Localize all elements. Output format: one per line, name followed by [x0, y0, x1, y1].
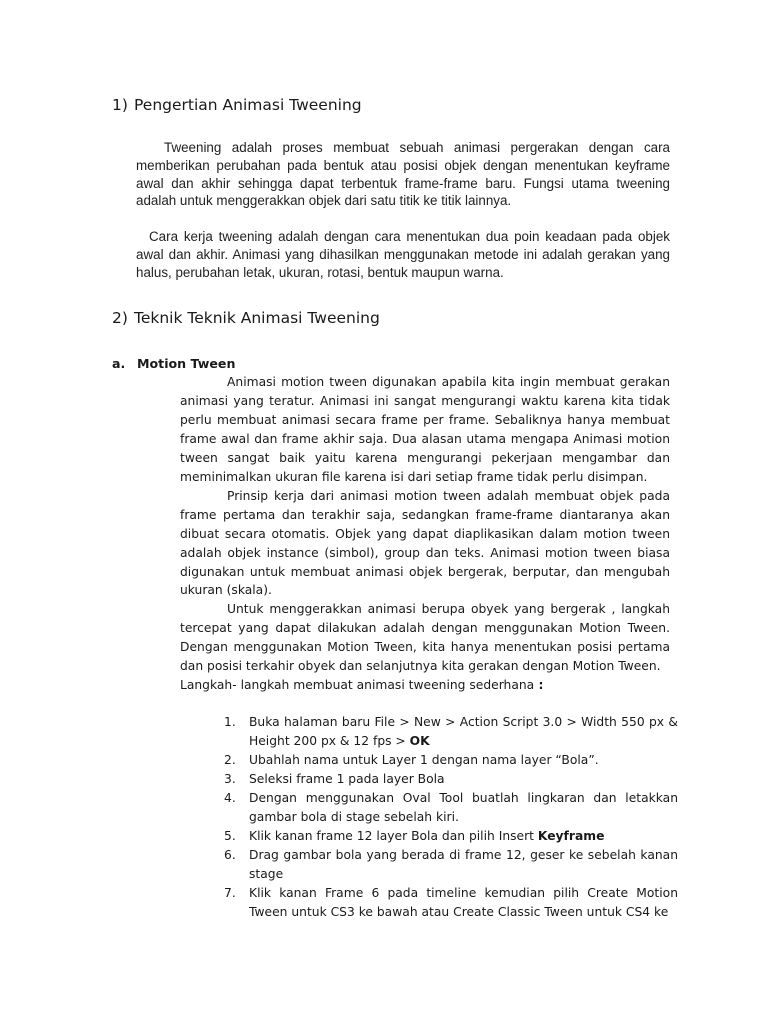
steps-list	[224, 713, 678, 921]
section-1-number: 1)	[112, 96, 128, 114]
step-text	[249, 751, 678, 770]
list-item	[224, 713, 678, 751]
step-text	[249, 827, 678, 846]
list-item	[224, 751, 678, 770]
subsection-a-letter: a.	[112, 356, 126, 371]
section-1-paragraph-1: Tweening adalah proses membuat sebuah animasi pergerakan dengan cara memberikan perubahan pada bentuk atau posisi objek dengan menentukan keyframe awal dan akhir sehingga dapat terbentuk frame-frame baru. Fungsi utama tweening adalah untuk menggerakkan objek dari satu titik ke titik lainnya.	[136, 140, 670, 209]
step-text-bold: OK	[409, 733, 430, 748]
step-text-plain: Seleksi frame 1 pada layer Bola	[249, 771, 445, 786]
section-2-number: 2)	[112, 309, 128, 327]
motion-tween-paragraph-3: Untuk menggerakkan animasi berupa obyek yang bergerak , langkah tercepat yang dapat dilakukan adalah dengan menggunakan Motion Tween. Dengan menggunakan Motion Tween, kita hanya menentukan posisi pertama dan posisi terkahir obyek dan selanjutnya kita gerakan dengan Motion Tween.	[180, 602, 670, 674]
step-text-plain: Buka halaman baru File > New > Action Script 3.0 > Width 550 px & Height 200 px & 12 fps >	[249, 715, 678, 748]
step-text	[249, 789, 678, 827]
section-2-heading	[112, 308, 380, 328]
step-text-plain: Klik kanan frame 12 layer Bola dan pilih Insert	[249, 828, 538, 843]
step-text-plain: Drag gambar bola yang berada di frame 12, geser ke sebelah kanan stage	[249, 847, 678, 881]
step-number: 2.	[224, 752, 236, 767]
subsection-a-title: Motion Tween	[137, 356, 236, 371]
step-text	[249, 884, 678, 922]
section-1-heading	[112, 95, 362, 115]
step-number: 5.	[224, 828, 236, 843]
subsection-a-heading	[112, 355, 235, 373]
steps-lead-text: Langkah- langkah membuat animasi tweening sederhana	[180, 678, 535, 693]
step-number: 3.	[224, 771, 236, 786]
step-number: 6.	[224, 847, 236, 862]
list-item	[224, 827, 678, 846]
section-1-paragraph-2: Cara kerja tweening adalah dengan cara menentukan dua poin keadaan pada objek awal dan akhir. Animasi yang dihasilkan menggunakan metode ini adalah gerakan yang halus, perubahan letak, ukuran, rotasi, bentuk maupun warna.	[136, 229, 670, 280]
steps-lead	[180, 676, 670, 695]
motion-tween-paragraph-1: Animasi motion tween digunakan apabila kita ingin membuat gerakan animasi yang teratur. Animasi ini sangat mengurangi waktu karena kita tidak perlu membuat animasi secara frame per frame. Sebaliknya hanya membuat frame awal dan frame akhir saja. Dua alasan utama mengapa Animasi motion tween sangat baik yaitu karena mengurangi pekerjaan mengambar dan meminimalkan ukuran file karena isi dari setiap frame tidak perlu disimpan.	[180, 375, 670, 484]
list-item	[224, 770, 678, 789]
step-text	[249, 770, 678, 789]
step-text	[249, 713, 678, 751]
step-number: 4.	[224, 790, 236, 805]
list-item	[224, 884, 678, 922]
step-text-bold: Keyframe	[537, 828, 605, 843]
list-item	[224, 789, 678, 827]
step-text	[249, 846, 678, 884]
step-text-plain: Dengan menggunakan Oval Tool buatlah lingkaran dan letakkan gambar bola di stage sebelah kiri.	[249, 790, 678, 824]
section-2-title: Teknik Teknik Animasi Tweening	[134, 309, 380, 327]
steps-lead-colon: :	[534, 678, 544, 693]
section-1-title: Pengertian Animasi Tweening	[134, 96, 362, 114]
motion-tween-paragraph-2: Prinsip kerja dari animasi motion tween adalah membuat objek pada frame pertama dan terakhir saja, sedangkan frame-frame diantaranya akan dibuat secara otomatis. Objek yang dapat diaplikasikan dalam motion tween adalah objek instance (simbol), group dan teks. Animasi motion tween biasa digunakan untuk membuat animasi objek bergerak, berputar, dan mengubah ukuran (skala).	[180, 488, 670, 598]
step-text-plain: Klik kanan Frame 6 pada timeline kemudian pilih Create Motion Tween untuk CS3 ke bawah atau Create Classic Tween untuk CS4 ke	[249, 885, 678, 919]
step-text-plain: Ubahlah nama untuk Layer 1 dengan nama layer “Bola”.	[249, 752, 599, 767]
list-item	[224, 846, 678, 884]
step-number: 1.	[224, 715, 236, 729]
subsection-a-body	[180, 373, 670, 695]
step-number: 7.	[224, 885, 236, 900]
